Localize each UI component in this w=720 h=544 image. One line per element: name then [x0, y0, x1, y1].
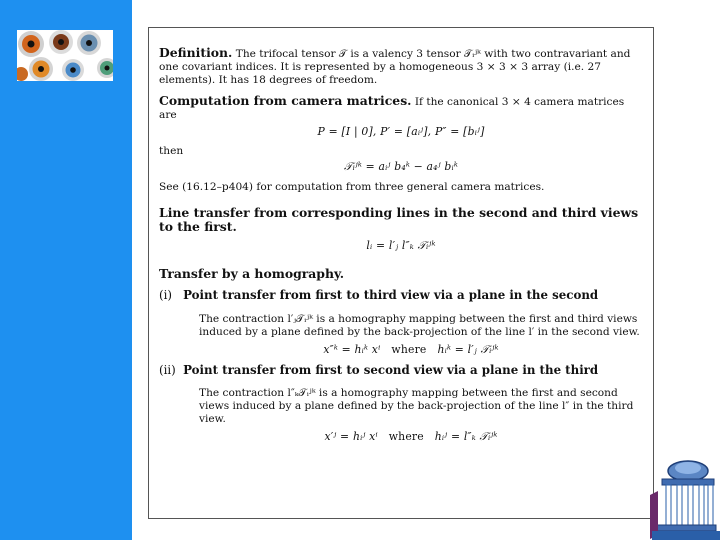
- item-1-eq-right: hᵢᵏ = l′ⱼ 𝒯ᵢʲᵏ: [437, 342, 499, 356]
- iris-collage-image: [17, 30, 113, 81]
- computation-heading: Computation from camera matrices.: [159, 93, 412, 108]
- item-1-eq-where: where: [391, 342, 427, 356]
- item-1-eq-left: x″ᵏ = hᵢᵏ xⁱ: [323, 342, 381, 356]
- homography-item-1: [159, 288, 643, 357]
- then-text: then: [159, 145, 184, 157]
- computation-note: See (16.12–p404) for computation from three general camera matrices.: [159, 181, 545, 193]
- item-2-eq-left: x′ʲ = hᵢʲ xⁱ: [324, 430, 378, 444]
- rotunda-logo: [648, 455, 720, 540]
- item-2-equation: [179, 430, 643, 444]
- camera-matrices-equation: P = [I | 0], P′ = [aᵢʲ], P″ = [bᵢʲ]: [317, 125, 485, 138]
- homography-item-2: [159, 362, 643, 445]
- line-transfer-heading: Line transfer from corresponding lines in the second and third views to the first.: [159, 205, 639, 234]
- item-1-text: The contraction l′ⱼ𝒯ᵢʲᵏ is a homography mapping between the first and third views induced by a plane defined by the back-projection of the line l′ in the second view.: [199, 312, 640, 338]
- item-1-number: (i): [159, 288, 172, 302]
- definition-heading: Definition.: [159, 45, 233, 60]
- definition-paragraph: [159, 46, 643, 87]
- item-2-number: (ii): [159, 362, 176, 377]
- computation-body: If the canonical 3 × 4 camera matrices are: [159, 96, 625, 121]
- item-2-text: The contraction l″ₖ𝒯ᵢʲᵏ is a homography mapping between the first and second views induced by a plane defined by the back-projection of the line l″ in the third view.: [199, 387, 634, 426]
- slide-content: [148, 27, 654, 519]
- item-1-equation: [179, 343, 643, 357]
- definition-body: The trifocal tensor 𝒯 is a valency 3 tensor 𝒯ᵢʲᵏ with two contravariant and one covariant indices. It is represented by a homogeneous 3 × 3 × 3 array (i.e. 27 elements). It has 18 degrees of freedom.: [159, 48, 631, 86]
- computation-paragraph: [159, 94, 643, 122]
- item-2-title: Point transfer from first to second view via a plane in the third: [183, 362, 599, 377]
- item-2-eq-right: hᵢʲ = l″ₖ 𝒯ᵢʲᵏ: [434, 430, 498, 444]
- line-transfer-equation: lᵢ = l′ⱼ l″ₖ 𝒯ᵢʲᵏ: [366, 239, 436, 252]
- homography-heading: Transfer by a homography.: [159, 266, 345, 281]
- item-1-title: Point transfer from first to third view via a plane in the second: [183, 288, 599, 302]
- item-2-eq-where: where: [388, 430, 424, 444]
- sidebar-band: [0, 0, 132, 540]
- tensor-equation: 𝒯ᵢʲᵏ = aᵢʲ b₄ᵏ − a₄ʲ bᵢᵏ: [344, 160, 458, 173]
